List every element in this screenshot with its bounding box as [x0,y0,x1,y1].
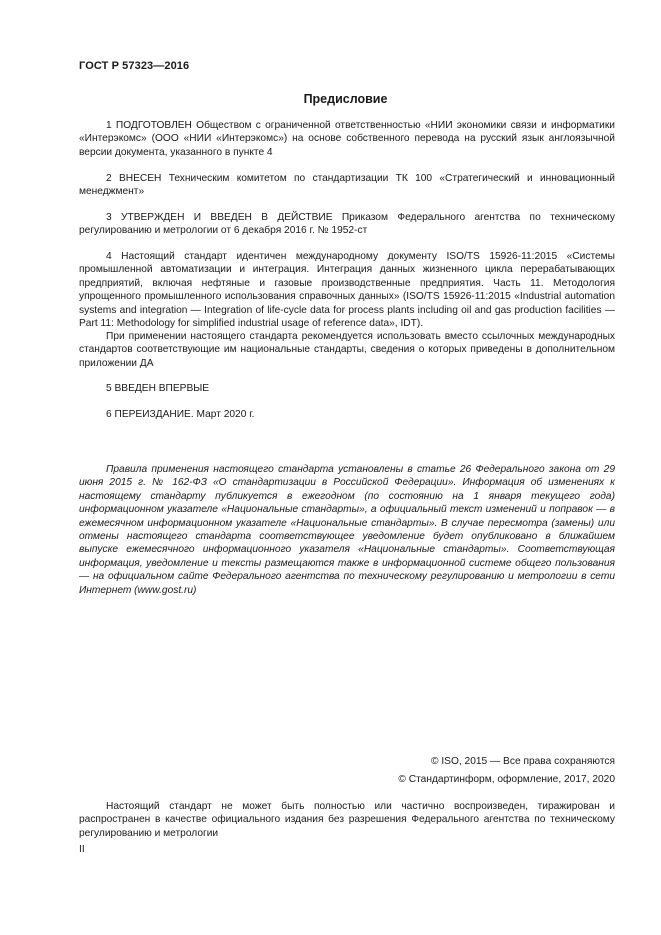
paragraph-6: 6 ПЕРЕИЗДАНИЕ. Март 2020 г. [106,409,255,420]
paragraph-3: 3 УТВЕРЖДЕН И ВВЕДЕН В ДЕЙСТВИЕ Приказом Федерального агентства по техническому регулированию и метрологии от 6 декабря 2016 г. № 1952-ст [79,212,615,237]
paragraph-4-note: При применении настоящего стандарта рекомендуется использовать вместо ссылочных международных стандартов соответствующие им национальные стандарты, сведения о которых приведены в дополнительном приложении ДА [79,331,615,369]
standard-code: ГОСТ Р 57323—2016 [79,60,190,72]
paragraph-4: 4 Настоящий стандарт идентичен международному документу ISO/TS 15926-11:2015 «Системы промышленной автоматизации и интеграция. Интеграция данных жизненного цикла перерабатывающих предприятий, включая нефтяные и газовые производственные предприятия. Часть 11. Методология упрощенного промышленного использования справочных данных» (ISO/TS 15926-11:2015 «Industrial automation systems and integration — Integration of life-cycle data for process plants including oil and gas production facilities — Part 11: Methodology for simplified industrial usage of reference data», IDT). [79,251,615,330]
paragraph-2: 2 ВНЕСЕН Техническим комитетом по стандартизации ТК 100 «Стратегический и инновационный менеджмент» [79,173,615,198]
application-rules-notice: Правила применения настоящего стандарта установлены в статье 26 Федерального закона от 29 июня 2015 г. № 162-ФЗ «О стандартизации в Российской Федерации». Информация об изменениях к настоящему стандарту публикуется в ежегодном (по состоянию на 1 января текущего года) информационном указателе «Национальные стандарты», а официальный текст изменений и поправок — в ежемесячном информационном указателе «Национальные стандарты». В случае пересмотра (замены) или отмены настоящего стандарта соответствующее уведомление будет опубликовано в ближайшем выпуске ежемесячного информационного указателя «Национальные стандарты». Соответствующая информация, уведомление и тексты размещаются также в информационной системе общего пользования — на официальном сайте Федерального агентства по техническому регулированию и метрологии в сети Интернет (www.gost.ru) [79,464,615,596]
paragraph-5: 5 ВВЕДЕН ВПЕРВЫЕ [106,383,210,394]
paragraph-1: 1 ПОДГОТОВЛЕН Обществом с ограниченной ответственностью «НИИ экономики связи и информатики «Интерэкомс» (ООО «НИИ «Интерэкомс») на основе собственного перевода на русский язык англоязычной версии документа, указанного в пункте 4 [79,120,615,158]
copyright-iso: © ISO, 2015 — Все права сохраняются [431,756,615,767]
page-title: Предисловие [303,92,388,106]
reproduction-notice: Настоящий стандарт не может быть полностью или частично воспроизведен, тиражирован и распространен в качестве официального издания без разрешения Федерального агентства по техническому регулированию и метрологии [79,801,615,839]
copyright-standartinform: © Стандартинформ, оформление, 2017, 2020 [398,774,615,785]
page-number: II [79,844,85,855]
